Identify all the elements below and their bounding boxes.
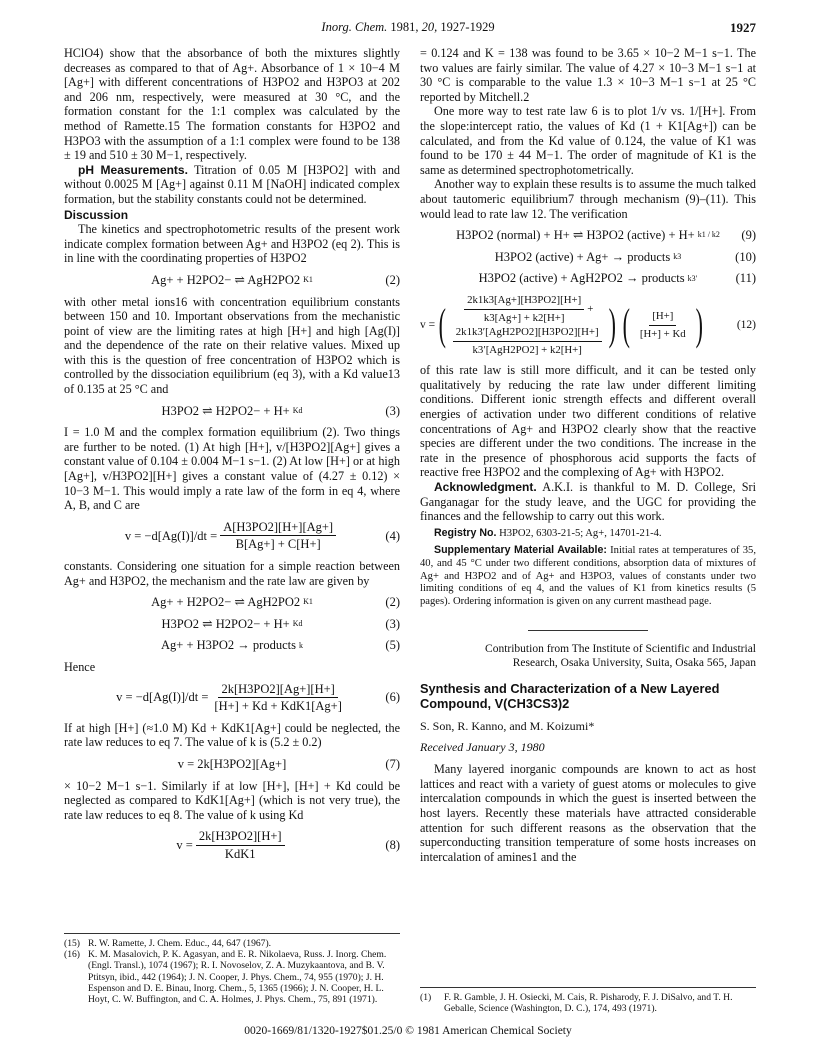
paragraph: of this rate law is still more difficult, and it can be tested only qualitatively by reducing the rate law under different limiting conditions. Different ionic strength effects and different overall energies of activation under two different conditions of relative concentrations of Ag+ and H3PO2 clearly show that the reactive species are different under the two conditions. The increase in the rate in the presence of phosphorous acid supports the facts of reactive free H3PO2 and the complexing of Ag+ with H3PO2.	[420, 363, 756, 480]
equation: H3PO2 (active) + Ag+ → products k3 (10)	[494, 249, 756, 264]
paragraph: I = 1.0 M and the complex formation equilibrium (2). Two things are further to be noted. (1) At high [H+], v/[H3PO2][Ag+] gives a constant value of 0.104 ± 0.004 M−1 s−1. (2) At low [H+] or at high [Ag+], v/H3PO2][H+] gives a constant value of (4.27 ± 0.12) × 10−3 M−1. This would imply a rate law of the form in eq 4, where A, B, and C are	[64, 425, 400, 513]
paragraph: constants. Considering one situation for a simple reaction between Ag+ and H3PO2, the mechanism and the rate law are given by	[64, 559, 400, 588]
article-divider	[528, 630, 648, 631]
footnote: (15) R. W. Ramette, J. Chem. Educ., 44, 647 (1967).	[64, 938, 272, 949]
paragraph: with other metal ions16 with concentration equilibrium constants between 150 and 10. Important observations from the mechanistic point of view are the limiting rates at high [H+] and high [Ag(I)] and the dependence of the rate on their relative values. Mixed up with this is the question of free concentration of H3PO2 which is controlled by the dissociation equilibrium (eq 3), with a Kd value13 of 0.135 at 25 °C and	[64, 294, 400, 397]
paragraph: × 10−2 M−1 s−1. Similarly if at low [H+], [H+] + Kd could be neglected as compared to KdK1[Ag+] (which is not very true), the rate law reduces to eq 8. The value of k using Kd	[64, 778, 400, 822]
paragraph: The kinetics and spectrophotometric results of the present work indicate complex formation between Ag+ and H3PO2 (eq 2). This is in line with the coordinating properties of H3PO2	[64, 222, 400, 266]
received-date: Received January 3, 1980	[420, 739, 545, 754]
supplementary: Supplementary Material Available: Initial rates at temperatures of 35, 40, and 45 °C under two different conditions, absorption data of mixtures of Ag+ and H3PO2 and of Ag+ and H3PO3, values of constants under two limiting conditions of eq 4, and the values of K1 from kinetics results (5 pages). Ordering information is given on any current masthead page.	[420, 544, 756, 607]
equation: v = −d[Ag(I)]/dt = $\frac{2k[H3PO2][Ag+][H+]}{\text{[H+] + Kd + KdK1[Ag+]}}$ (6)	[116, 681, 400, 714]
journal-citation: Inorg. Chem. 1981, 20, 1927-1929	[321, 20, 495, 34]
left-column	[64, 46, 400, 869]
fraction: $\frac{A[H3PO2][H+][Ag+]}{B[Ag+] + C[H+]}$	[220, 520, 336, 552]
footnotes-right	[420, 987, 756, 1014]
contribution: Contribution from The Institute of Scientific and Industrial Research, Osaka University, Suita, Osaka 565, Japan	[485, 643, 756, 670]
paragraph: One more way to test rate law 6 is to plot 1/v vs. 1/[H+]. From the slope:intercept ratio, the values of Kd (1 + K1[Ag+]) can be calculated, and from the Kd value of 0.124, the value of K1 was found to be 170 ± 44 M−1. The order of magnitude of K1 is the same as determined spectrophotometrically.	[420, 104, 756, 177]
paragraph: pH Measurements. Titration of 0.05 M [H3PO2] with and without 0.0025 M [Ag+] against 0.11 M [NaOH] indicated complex formation, but the stability constants could not be determined.	[64, 162, 401, 206]
paragraph: Another way to explain these results is to assume the much talked about tautomeric equilibrium7 through mechanism (9)–(11). This would lead to rate law 12. The verification	[420, 177, 756, 221]
equation-12: v = ( $\frac{2k1k3[Ag+][H3PO2][H+]}{k3[Ag+] + k2[H+]}$ + $\frac{\text{2k1k3′[AgH2PO2][H3PO2][H+]}}{\text{k3′[AgH2PO2] + k2[H+]}}$ ) ( $\frac{[H+]}{[H+] + Kd}$ ) (12)	[420, 293, 756, 356]
equation: H3PO2 ⇌ H2PO2− + H+ Kd (3)	[161, 616, 400, 631]
registry: Registry No. H3PO2, 6303-21-5; Ag+, 14701-21-4.	[434, 526, 662, 539]
paragraph: = 0.124 and K = 138 was found to be 3.65 × 10−2 M−1 s−1. The two values are fairly similar. The value of 4.27 × 10−3 M−1 s−1 at 30 °C is comparable to the value 1.3 × 10−3 M−1 s−1 at 25 °C reported by Mitchell.2	[420, 46, 756, 104]
right-column	[420, 46, 756, 864]
equation: H3PO2 (normal) + H+ ⇌ H3PO2 (active) + H+ k1 / k2 (9)	[456, 228, 756, 243]
fraction: $\frac{2k[H3PO2][Ag+][H+]}{\text{[H+] + Kd + KdK1[Ag+]}}$	[214, 681, 342, 714]
section-heading: Acknowledgment.	[434, 480, 537, 495]
equation: v = −d[Ag(I)]/dt = $\frac{A[H3PO2][H+][Ag+]}{B[Ag+] + C[H+]}$ (4)	[124, 519, 400, 552]
running-head	[60, 20, 756, 36]
footnotes-left	[64, 933, 400, 1005]
fraction: $\frac{2k[H3PO2][H+]}{\text{KdK1}}$	[196, 829, 285, 861]
fraction: $\frac{2k1k3[Ag+][H3PO2][H+]}{k3[Ag+] + k2[H+]}$	[464, 293, 584, 325]
paragraph: HClO4) show that the absorbance of both the mixtures slightly decreases as compared to that of Ag+. Absorbance of 1 × 10−4 M [Ag+] with different concentrations of H3PO2 and H3PO3 at 202 and 206 nm, respectively, were measured at 30 °C, and the formation constant for the 1:1 complex was calculated by the method of Ramette.15 The formation constants for H3PO2 and H3PO3 with the assumption of a 1:1 complex were found to be 138 ± 19 and 510 ± 30 M−1, respectively.	[64, 46, 400, 163]
equation: v = $\frac{2k[H3PO2][H+]}{\text{KdK1}}$ (8)	[176, 829, 400, 861]
paragraph: Hence	[64, 659, 96, 674]
equation: Ag+ + H2PO2− ⇌ AgH2PO2 K1 (2)	[151, 595, 400, 610]
fraction: $\frac{\text{2k1k3′[AgH2PO2][H3PO2][H+]}}{\text{k3′[AgH2PO2] + k2[H+]}}$	[453, 325, 602, 357]
footnote: (1) F. R. Gamble, J. H. Osiecki, M. Cais, R. Pisharody, F. J. DiSalvo, and T. H. Geballe, Science (Washington, D. C.), 174, 493 (1971).	[420, 992, 733, 1015]
article-title: Synthesis and Characterization of a New Layered Compound, V(CH3CS3)2	[420, 680, 720, 711]
section-heading: pH Measurements.	[78, 162, 188, 177]
paragraph: If at high [H+] (≈1.0 M) Kd + KdK1[Ag+] could be neglected, the rate law reduces to eq 7. The value of k is (5.2 ± 0.2)	[64, 720, 400, 750]
equation: Ag+ + H2PO2− ⇌ AgH2PO2 K1 (2)	[151, 272, 400, 287]
paragraph: Acknowledgment. A.K.I. is thankful to M. D. College, Sri Ganganagar for the study leave, and the UGC for providing the finances and the fellowship to carry out this work.	[420, 480, 757, 524]
equation: H3PO2 (active) + AgH2PO2 → products k3′ (11)	[478, 271, 756, 286]
authors: S. Son, R. Kanno, and M. Koizumi*	[420, 718, 595, 733]
fraction: $\frac{[H+]}{[H+] + Kd}$	[639, 310, 686, 340]
section-heading: Discussion	[64, 207, 129, 222]
footnote: (16) K. M. Masalovich, P. K. Agasyan, and E. R. Nikolaeva, Russ. J. Inorg. Chem. (Engl. Transl.), 1074 (1967); R. I. Novoselov, Z. A. Muzykaantova, and B. V. Ptitsyn, ibid., 442 (1964); J. N. Cooper, J. Phys. Chem., 74, 955 (1970); J. H. Espenson and D. E. Binau, Inorg. Chem., 5, 1365 (1966); J. N. Cooper, H. L. Hoyt, C. W. Buffington, and C. A. Holmes, J. Phys. Chem., 75, 891 (1971).	[64, 949, 387, 1006]
page-number: 1927	[730, 20, 756, 35]
page-footer: 0020-1669/81/1320-1927$01.25/0 © 1981 American Chemical Society	[244, 1025, 572, 1037]
equation: v = 2k[H3PO2][Ag+] (7)	[177, 756, 400, 771]
paragraph: Many layered inorganic compounds are known to act as host lattices and react with a variety of guest atoms or molecules to give intercalation compounds in which the guest is inserted between the host layers. Recently these materials have attracted considerable attention for such different reasons as the observation that the superconducting transition temperature of some hosts increases on intercalation of amines1 and the	[420, 762, 756, 864]
equation: Ag+ + H3PO2 → products k (5)	[161, 638, 400, 653]
equation: H3PO2 ⇌ H2PO2− + H+ Kd (3)	[161, 403, 400, 418]
